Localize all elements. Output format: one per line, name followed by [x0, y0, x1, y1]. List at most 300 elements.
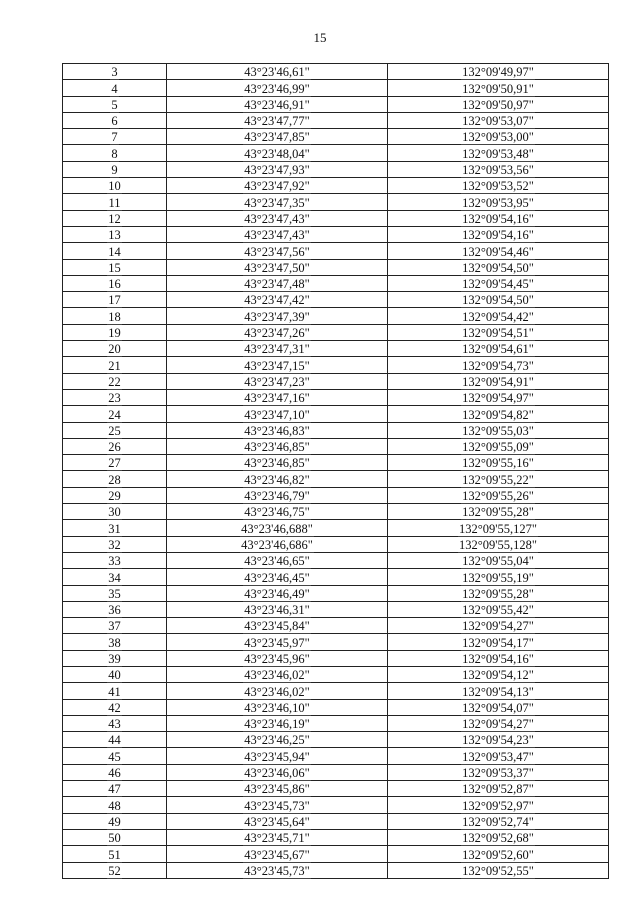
- longitude-cell: [388, 389, 609, 405]
- longitude-value: 132°09'54,97": [462, 391, 534, 406]
- longitude-value: 132°09'54,46": [462, 244, 534, 259]
- longitude-value: 132°09'54,13": [462, 684, 534, 699]
- latitude-value: 43°23'46,85": [244, 456, 310, 471]
- latitude-cell: [167, 422, 388, 438]
- latitude-value: 43°23'47,43": [244, 228, 310, 243]
- table-row: [63, 438, 609, 454]
- longitude-cell: [388, 487, 609, 503]
- table-row: [63, 275, 609, 291]
- point-number-value: 3: [111, 65, 118, 80]
- table-row: [63, 618, 609, 634]
- longitude-value: 132°09'52,97": [462, 798, 534, 813]
- latitude-value: 43°23'47,23": [244, 374, 310, 389]
- longitude-cell: [388, 341, 609, 357]
- longitude-value: 132°09'50,97": [462, 97, 534, 112]
- longitude-value: 132°09'55,26": [462, 489, 534, 504]
- point-number-cell: [63, 455, 167, 471]
- latitude-value: 43°23'47,48": [244, 277, 310, 292]
- coordinates-table: [62, 63, 609, 879]
- longitude-value: 132°09'52,87": [462, 782, 534, 797]
- latitude-cell: [167, 406, 388, 422]
- point-number-cell: [63, 781, 167, 797]
- latitude-cell: [167, 389, 388, 405]
- point-number-cell: [63, 748, 167, 764]
- point-number-value: 45: [108, 749, 121, 764]
- latitude-cell: [167, 455, 388, 471]
- latitude-value: 43°23'47,10": [244, 407, 310, 422]
- table-row: [63, 471, 609, 487]
- latitude-value: 43°23'47,26": [244, 326, 310, 341]
- point-number-cell: [63, 96, 167, 112]
- longitude-cell: [388, 666, 609, 682]
- latitude-cell: [167, 96, 388, 112]
- point-number-cell: [63, 406, 167, 422]
- point-number-value: 35: [108, 586, 121, 601]
- latitude-value: 43°23'45,73": [244, 863, 310, 878]
- table-row: [63, 389, 609, 405]
- table-row: [63, 813, 609, 829]
- table-row: [63, 585, 609, 601]
- longitude-value: 132°09'53,95": [462, 195, 534, 210]
- point-number-cell: [63, 129, 167, 145]
- point-number-value: 25: [108, 423, 121, 438]
- table-row: [63, 650, 609, 666]
- table-row: [63, 666, 609, 682]
- point-number-cell: [63, 324, 167, 340]
- point-number-value: 20: [108, 342, 121, 357]
- longitude-cell: [388, 471, 609, 487]
- latitude-value: 43°23'47,43": [244, 211, 310, 226]
- latitude-value: 43°23'45,86": [244, 782, 310, 797]
- longitude-value: 132°09'55,42": [462, 603, 534, 618]
- longitude-cell: [388, 683, 609, 699]
- longitude-value: 132°09'52,60": [462, 847, 534, 862]
- longitude-value: 132°09'55,22": [462, 472, 534, 487]
- point-number-value: 49: [108, 814, 121, 829]
- coordinates-table-body: [63, 64, 609, 879]
- longitude-value: 132°09'54,23": [462, 733, 534, 748]
- longitude-cell: [388, 732, 609, 748]
- latitude-value: 43°23'45,96": [244, 651, 310, 666]
- point-number-cell: [63, 715, 167, 731]
- point-number-cell: [63, 161, 167, 177]
- longitude-cell: [388, 455, 609, 471]
- latitude-cell: [167, 829, 388, 845]
- latitude-value: 43°23'47,42": [244, 293, 310, 308]
- table-row: [63, 536, 609, 552]
- table-row: [63, 194, 609, 210]
- latitude-cell: [167, 520, 388, 536]
- latitude-cell: [167, 536, 388, 552]
- longitude-value: 132°09'54,16": [462, 211, 534, 226]
- table-row: [63, 64, 609, 80]
- latitude-cell: [167, 357, 388, 373]
- longitude-value: 132°09'54,45": [462, 277, 534, 292]
- longitude-cell: [388, 243, 609, 259]
- point-number-cell: [63, 552, 167, 568]
- latitude-value: 43°23'46,45": [244, 570, 310, 585]
- latitude-cell: [167, 210, 388, 226]
- latitude-cell: [167, 308, 388, 324]
- latitude-value: 43°23'46,02": [244, 684, 310, 699]
- point-number-value: 51: [108, 847, 121, 862]
- latitude-cell: [167, 764, 388, 780]
- point-number-cell: [63, 536, 167, 552]
- table-row: [63, 112, 609, 128]
- point-number-cell: [63, 813, 167, 829]
- longitude-value: 132°09'54,51": [462, 326, 534, 341]
- longitude-cell: [388, 275, 609, 291]
- point-number-cell: [63, 520, 167, 536]
- longitude-cell: [388, 520, 609, 536]
- latitude-value: 43°23'47,85": [244, 130, 310, 145]
- latitude-value: 43°23'48,04": [244, 146, 310, 161]
- point-number-cell: [63, 243, 167, 259]
- latitude-value: 43°23'46,49": [244, 586, 310, 601]
- longitude-cell: [388, 748, 609, 764]
- point-number-cell: [63, 80, 167, 96]
- longitude-value: 132°09'52,55": [462, 863, 534, 878]
- longitude-value: 132°09'55,03": [462, 423, 534, 438]
- longitude-value: 132°09'54,27": [462, 717, 534, 732]
- point-number-value: 19: [108, 326, 121, 341]
- latitude-cell: [167, 226, 388, 242]
- point-number-cell: [63, 471, 167, 487]
- table-row: [63, 292, 609, 308]
- point-number-cell: [63, 373, 167, 389]
- point-number-value: 12: [108, 211, 121, 226]
- table-row: [63, 161, 609, 177]
- table-row: [63, 145, 609, 161]
- table-row: [63, 552, 609, 568]
- latitude-cell: [167, 601, 388, 617]
- longitude-value: 132°09'54,73": [462, 358, 534, 373]
- latitude-value: 43°23'47,50": [244, 260, 310, 275]
- latitude-cell: [167, 552, 388, 568]
- latitude-value: 43°23'46,75": [244, 505, 310, 520]
- longitude-cell: [388, 829, 609, 845]
- table-row: [63, 178, 609, 194]
- point-number-value: 29: [108, 489, 121, 504]
- latitude-value: 43°23'47,56": [244, 244, 310, 259]
- latitude-value: 43°23'45,97": [244, 635, 310, 650]
- latitude-value: 43°23'46,688": [241, 521, 313, 536]
- point-number-cell: [63, 650, 167, 666]
- latitude-cell: [167, 64, 388, 80]
- latitude-value: 43°23'46,02": [244, 668, 310, 683]
- longitude-value: 132°09'53,37": [462, 766, 534, 781]
- point-number-cell: [63, 341, 167, 357]
- latitude-value: 43°23'46,83": [244, 423, 310, 438]
- point-number-cell: [63, 308, 167, 324]
- table-row: [63, 601, 609, 617]
- point-number-cell: [63, 112, 167, 128]
- point-number-value: 6: [111, 114, 118, 129]
- latitude-cell: [167, 80, 388, 96]
- point-number-cell: [63, 194, 167, 210]
- latitude-value: 43°23'46,10": [244, 700, 310, 715]
- longitude-cell: [388, 601, 609, 617]
- longitude-cell: [388, 862, 609, 878]
- point-number-value: 47: [108, 782, 121, 797]
- table-row: [63, 829, 609, 845]
- point-number-cell: [63, 601, 167, 617]
- point-number-value: 9: [111, 163, 118, 178]
- point-number-value: 4: [111, 81, 118, 96]
- point-number-cell: [63, 569, 167, 585]
- point-number-cell: [63, 585, 167, 601]
- point-number-cell: [63, 634, 167, 650]
- latitude-cell: [167, 862, 388, 878]
- longitude-cell: [388, 813, 609, 829]
- point-number-value: 11: [108, 195, 121, 210]
- point-number-cell: [63, 846, 167, 862]
- longitude-cell: [388, 634, 609, 650]
- longitude-value: 132°09'54,61": [462, 342, 534, 357]
- point-number-value: 22: [108, 374, 121, 389]
- point-number-cell: [63, 178, 167, 194]
- latitude-value: 43°23'46,79": [244, 489, 310, 504]
- longitude-cell: [388, 145, 609, 161]
- point-number-cell: [63, 422, 167, 438]
- point-number-value: 34: [108, 570, 121, 585]
- longitude-cell: [388, 161, 609, 177]
- latitude-value: 43°23'47,93": [244, 163, 310, 178]
- longitude-cell: [388, 178, 609, 194]
- point-number-value: 15: [108, 260, 121, 275]
- table-row: [63, 226, 609, 242]
- longitude-value: 132°09'53,47": [462, 749, 534, 764]
- latitude-value: 43°23'45,67": [244, 847, 310, 862]
- latitude-value: 43°23'47,15": [244, 358, 310, 373]
- latitude-cell: [167, 194, 388, 210]
- table-row: [63, 764, 609, 780]
- latitude-value: 43°23'47,31": [244, 342, 310, 357]
- latitude-cell: [167, 259, 388, 275]
- point-number-cell: [63, 357, 167, 373]
- latitude-cell: [167, 145, 388, 161]
- longitude-cell: [388, 569, 609, 585]
- longitude-value: 132°09'52,68": [462, 831, 534, 846]
- longitude-value: 132°09'54,50": [462, 260, 534, 275]
- page-number: 15: [313, 30, 327, 45]
- point-number-value: 23: [108, 391, 121, 406]
- point-number-cell: [63, 764, 167, 780]
- point-number-cell: [63, 259, 167, 275]
- table-row: [63, 862, 609, 878]
- longitude-value: 132°09'54,07": [462, 700, 534, 715]
- latitude-cell: [167, 846, 388, 862]
- table-row: [63, 422, 609, 438]
- longitude-value: 132°09'55,28": [462, 586, 534, 601]
- longitude-value: 132°09'53,48": [462, 146, 534, 161]
- table-row: [63, 732, 609, 748]
- point-number-cell: [63, 64, 167, 80]
- point-number-cell: [63, 829, 167, 845]
- longitude-cell: [388, 226, 609, 242]
- table-row: [63, 634, 609, 650]
- latitude-value: 43°23'47,16": [244, 391, 310, 406]
- point-number-value: 40: [108, 668, 121, 683]
- point-number-value: 13: [108, 228, 121, 243]
- latitude-cell: [167, 161, 388, 177]
- latitude-cell: [167, 683, 388, 699]
- longitude-cell: [388, 764, 609, 780]
- longitude-cell: [388, 504, 609, 520]
- point-number-value: 16: [108, 277, 121, 292]
- longitude-cell: [388, 585, 609, 601]
- longitude-value: 132°09'52,74": [462, 814, 534, 829]
- longitude-value: 132°09'54,16": [462, 651, 534, 666]
- latitude-value: 43°23'45,94": [244, 749, 310, 764]
- point-number-value: 44: [108, 733, 121, 748]
- table-row: [63, 520, 609, 536]
- point-number-value: 17: [108, 293, 121, 308]
- point-number-cell: [63, 732, 167, 748]
- longitude-value: 132°09'54,17": [462, 635, 534, 650]
- latitude-value: 43°23'45,73": [244, 798, 310, 813]
- longitude-cell: [388, 210, 609, 226]
- latitude-value: 43°23'46,31": [244, 603, 310, 618]
- point-number-cell: [63, 797, 167, 813]
- point-number-cell: [63, 292, 167, 308]
- point-number-cell: [63, 438, 167, 454]
- point-number-value: 33: [108, 554, 121, 569]
- table-row: [63, 324, 609, 340]
- longitude-cell: [388, 618, 609, 634]
- longitude-value: 132°09'55,127": [459, 521, 537, 536]
- latitude-cell: [167, 748, 388, 764]
- latitude-value: 43°23'46,85": [244, 440, 310, 455]
- latitude-value: 43°23'46,91": [244, 97, 310, 112]
- point-number-value: 21: [108, 358, 121, 373]
- longitude-cell: [388, 715, 609, 731]
- point-number-value: 31: [108, 521, 121, 536]
- longitude-value: 132°09'55,16": [462, 456, 534, 471]
- longitude-value: 132°09'54,50": [462, 293, 534, 308]
- latitude-cell: [167, 275, 388, 291]
- longitude-cell: [388, 112, 609, 128]
- longitude-value: 132°09'54,27": [462, 619, 534, 634]
- point-number-value: 10: [108, 179, 121, 194]
- latitude-cell: [167, 732, 388, 748]
- longitude-value: 132°09'55,128": [459, 537, 537, 552]
- point-number-value: 48: [108, 798, 121, 813]
- table-row: [63, 80, 609, 96]
- latitude-value: 43°23'47,92": [244, 179, 310, 194]
- longitude-value: 132°09'49,97": [462, 65, 534, 80]
- latitude-value: 43°23'46,06": [244, 766, 310, 781]
- point-number-cell: [63, 275, 167, 291]
- point-number-value: 30: [108, 505, 121, 520]
- point-number-value: 52: [108, 863, 121, 878]
- longitude-cell: [388, 324, 609, 340]
- point-number-cell: [63, 389, 167, 405]
- latitude-value: 43°23'45,71": [244, 831, 310, 846]
- table-row: [63, 699, 609, 715]
- latitude-cell: [167, 243, 388, 259]
- longitude-value: 132°09'55,09": [462, 440, 534, 455]
- latitude-value: 43°23'47,35": [244, 195, 310, 210]
- point-number-value: 8: [111, 146, 118, 161]
- point-number-value: 32: [108, 537, 121, 552]
- table-row: [63, 683, 609, 699]
- point-number-value: 39: [108, 651, 121, 666]
- latitude-cell: [167, 292, 388, 308]
- point-number-value: 50: [108, 831, 121, 846]
- latitude-value: 43°23'47,77": [244, 114, 310, 129]
- latitude-cell: [167, 699, 388, 715]
- longitude-cell: [388, 194, 609, 210]
- point-number-value: 18: [108, 309, 121, 324]
- latitude-cell: [167, 797, 388, 813]
- table-row: [63, 129, 609, 145]
- latitude-cell: [167, 487, 388, 503]
- point-number-value: 14: [108, 244, 121, 259]
- latitude-value: 43°23'47,39": [244, 309, 310, 324]
- longitude-cell: [388, 422, 609, 438]
- longitude-cell: [388, 292, 609, 308]
- point-number-cell: [63, 226, 167, 242]
- table-row: [63, 373, 609, 389]
- longitude-value: 132°09'55,28": [462, 505, 534, 520]
- longitude-cell: [388, 357, 609, 373]
- latitude-value: 43°23'46,65": [244, 554, 310, 569]
- latitude-cell: [167, 569, 388, 585]
- latitude-cell: [167, 781, 388, 797]
- table-row: [63, 210, 609, 226]
- latitude-cell: [167, 634, 388, 650]
- longitude-value: 132°09'53,07": [462, 114, 534, 129]
- point-number-cell: [63, 145, 167, 161]
- table-row: [63, 357, 609, 373]
- latitude-cell: [167, 178, 388, 194]
- table-row: [63, 308, 609, 324]
- point-number-cell: [63, 699, 167, 715]
- point-number-value: 5: [111, 97, 118, 112]
- latitude-value: 43°23'46,99": [244, 81, 310, 96]
- longitude-cell: [388, 797, 609, 813]
- latitude-value: 43°23'46,686": [241, 537, 313, 552]
- latitude-cell: [167, 813, 388, 829]
- latitude-cell: [167, 324, 388, 340]
- longitude-cell: [388, 129, 609, 145]
- point-number-value: 38: [108, 635, 121, 650]
- point-number-value: 43: [108, 717, 121, 732]
- longitude-cell: [388, 259, 609, 275]
- latitude-value: 43°23'46,61": [244, 65, 310, 80]
- longitude-value: 132°09'54,42": [462, 309, 534, 324]
- longitude-value: 132°09'54,91": [462, 374, 534, 389]
- table-row: [63, 781, 609, 797]
- table-row: [63, 797, 609, 813]
- longitude-value: 132°09'53,56": [462, 163, 534, 178]
- point-number-cell: [63, 210, 167, 226]
- longitude-value: 132°09'55,19": [462, 570, 534, 585]
- point-number-cell: [63, 683, 167, 699]
- point-number-cell: [63, 487, 167, 503]
- latitude-cell: [167, 471, 388, 487]
- longitude-value: 132°09'53,00": [462, 130, 534, 145]
- point-number-value: 42: [108, 700, 121, 715]
- point-number-value: 27: [108, 456, 121, 471]
- latitude-cell: [167, 438, 388, 454]
- table-row: [63, 715, 609, 731]
- point-number-cell: [63, 666, 167, 682]
- latitude-cell: [167, 715, 388, 731]
- longitude-cell: [388, 64, 609, 80]
- latitude-cell: [167, 585, 388, 601]
